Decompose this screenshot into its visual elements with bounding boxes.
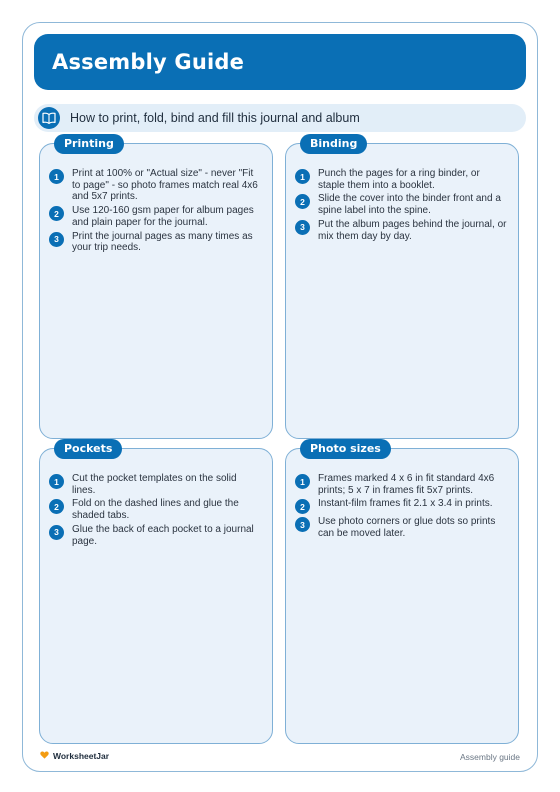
intro-text: How to print, fold, bind and fill this journal and album [70,111,360,125]
list-item [49,473,262,496]
list-item [49,168,262,203]
list-item [295,473,508,496]
page-title: Assembly Guide [52,50,245,74]
list-item [49,205,262,228]
section-card-pockets [39,442,273,744]
step-number-badge: 3 [295,517,310,532]
section-title: Pockets [54,439,122,459]
intro-bar [34,104,526,132]
step-number-badge: 1 [295,474,310,489]
step-number-badge: 3 [49,232,64,247]
list-item [49,498,262,521]
section-card-photo-sizes [285,442,519,744]
list-item [295,219,508,242]
step-number-badge: 1 [295,169,310,184]
step-number-badge: 3 [49,525,64,540]
step-list [295,168,508,244]
step-text: Use 120-160 gsm paper for album pages and plain paper for the journal. [72,205,254,228]
list-item [295,498,508,514]
step-text: Print the journal pages as many times as your trip needs. [72,230,253,254]
step-text: Put the album pages behind the journal, or mix them day by day. [318,218,507,242]
list-item [49,524,262,547]
step-number-badge: 2 [295,194,310,209]
step-number-badge: 1 [49,474,64,489]
footer-brand [40,751,109,761]
step-number-badge: 1 [49,169,64,184]
list-item [295,168,508,191]
section-title: Photo sizes [300,439,391,459]
step-text: Instant-film frames fit 2.1 x 3.4 in prints. [318,498,493,510]
step-text: Glue the back of each pocket to a journal page. [72,523,254,547]
section-card-printing [39,137,273,439]
section-title: Printing [54,134,124,154]
section-title: Binding [300,134,367,154]
list-item [295,516,508,539]
step-text: Frames marked 4 x 6 in fit standard 4x6 prints; 5 x 7 in frames fit 5x7 prints. [318,473,495,496]
list-item [295,193,508,216]
step-number-badge: 3 [295,220,310,235]
step-text: Use photo corners or glue dots so prints can be moved later. [318,516,496,540]
section-card-binding [285,137,519,439]
brand-name: WorksheetJar [53,751,110,761]
step-text: Slide the cover into the binder front and a spine label into the spine. [318,193,501,217]
heart-icon [40,751,49,761]
step-number-badge: 2 [49,206,64,221]
title-banner [34,34,526,90]
step-number-badge: 2 [295,499,310,514]
list-item [49,231,262,254]
step-text: Cut the pocket templates on the solid lines. [72,473,237,496]
step-list [49,168,262,256]
step-list [49,473,262,549]
step-text: Punch the pages for a ring binder, or staple them into a booklet. [318,168,480,191]
step-text: Fold on the dashed lines and glue the shaded tabs. [72,498,239,522]
footer-label: Assembly guide [459,752,520,762]
step-list [295,473,508,542]
step-text: Print at 100% or "Actual size" - never "Fit to page" - so photo frames match real 4x6 and 5x7 prints. [72,168,258,203]
book-icon [38,107,60,129]
step-number-badge: 2 [49,499,64,514]
